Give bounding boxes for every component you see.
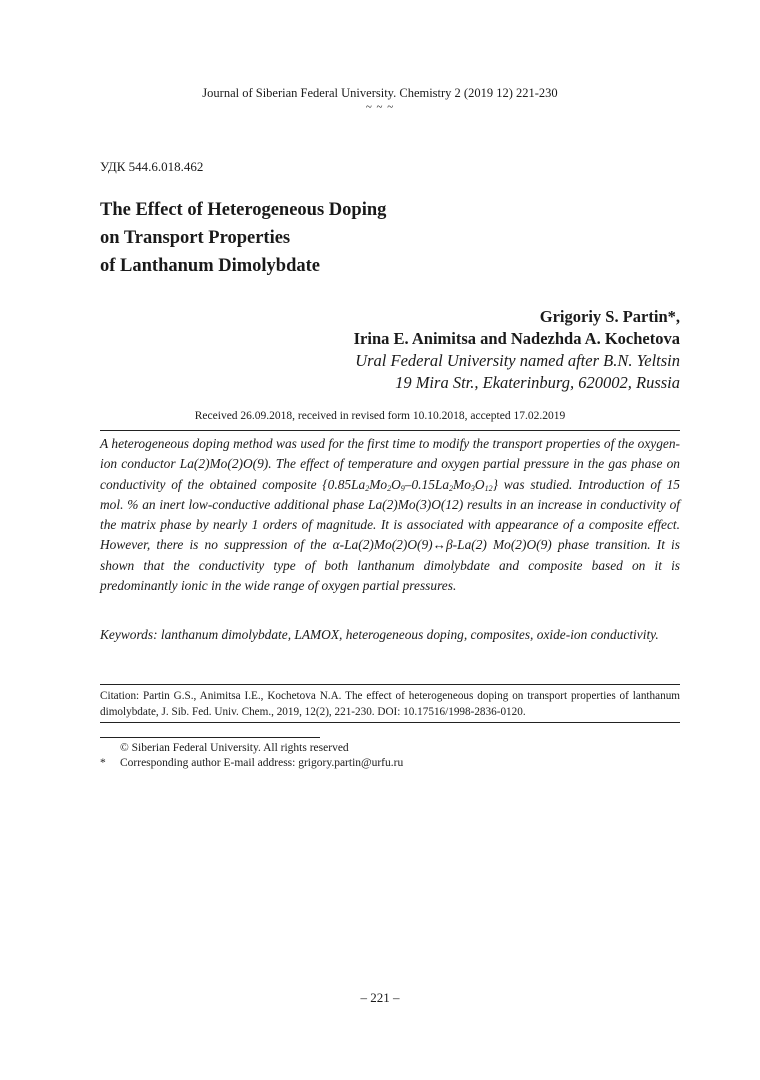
author-line-2: Irina E. Animitsa and Nadezhda A. Kochetova: [353, 329, 680, 348]
abstract-text: –0.15La: [404, 476, 450, 492]
subscript: 3: [470, 483, 475, 493]
abstract-text: A heterogeneous doping method was used for the first time to modify the transport properties of the oxygen-ion conductor La(2)Mo(2)O(9). The effect of temperature and oxygen partial pressure in the gas phase on conductivity of the obtained composite {0.85La: [100, 436, 680, 492]
copyright-footnote: © Siberian Federal University. All rights reserved: [120, 742, 349, 754]
abstract-text: O: [391, 476, 401, 492]
udk-code: УДК 544.6.018.462: [100, 159, 204, 174]
abstract-text: Mo: [453, 476, 471, 492]
abstract-text: O: [474, 476, 485, 492]
title-line-3: of Lanthanum Dimolybdate: [100, 256, 320, 276]
header-ornament: ~ ~ ~: [365, 101, 395, 113]
received-dates: Received 26.09.2018, received in revised form 10.10.2018, accepted 17.02.2019: [194, 410, 566, 422]
abstract-text: } was studied. Introduction of 15 mol. % an inert low-conductive additional phase La(2)Mo(3)O(12) results in an increase in conductivity of the matrix phase by nearly 1 orders of magnitude. It is associated with appearance of a composite effect. However, there is no suppression of the α-La(2)Mo(2)O(9)↔β-La(2) Mo(2)O(9) phase transition. It is shown that the conductivity type of both lanthanum dimolybdate and composite based on it is predominantly ionic in the wide range of oxygen partial pressures.: [100, 476, 680, 594]
title-line-1: The Effect of Heterogeneous Doping: [100, 200, 387, 220]
footnote-rule: [100, 737, 320, 738]
subscript: 2: [449, 483, 454, 493]
corresponding-author-footnote: Corresponding author E-mail address: grigory.partin@urfu.ru: [120, 757, 404, 769]
subscript: 9: [400, 483, 405, 493]
citation-top-rule: [100, 684, 680, 685]
citation-bottom-rule: [100, 722, 680, 723]
subscript: 12: [484, 483, 493, 493]
title-line-2: on Transport Properties: [100, 228, 291, 248]
citation: Citation: Partin G.S., Animitsa I.E., Kochetova N.A. The effect of heterogeneous doping on transport properties of lanthanum dimolybdate, J. Sib. Fed. Univ. Chem., 2019, 12(2), 221-230. DOI: 10.17516/1998-2836-0120.: [100, 690, 680, 718]
subscript: 2: [387, 483, 392, 493]
abstract-text: Mo: [369, 476, 388, 492]
footnote-star: *: [100, 757, 106, 769]
author-block: [354, 306, 680, 394]
paper-title: [100, 196, 386, 280]
keywords: Keywords: lanthanum dimolybdate, LAMOX, heterogeneous doping, composites, oxide-ion conductivity.: [100, 627, 659, 642]
abstract-top-rule: [100, 430, 680, 431]
affiliation-line-1: Ural Federal University named after B.N. Yeltsin: [355, 351, 680, 370]
abstract: [100, 434, 680, 596]
page-number: – 221 –: [360, 990, 400, 1005]
affiliation-line-2: 19 Mira Str., Ekaterinburg, 620002, Russia: [395, 373, 680, 392]
journal-header: Journal of Siberian Federal University. Chemistry 2 (2019 12) 221-230: [202, 86, 558, 100]
subscript: 2: [365, 483, 370, 493]
author-line-1: Grigoriy S. Partin*,: [539, 307, 680, 326]
